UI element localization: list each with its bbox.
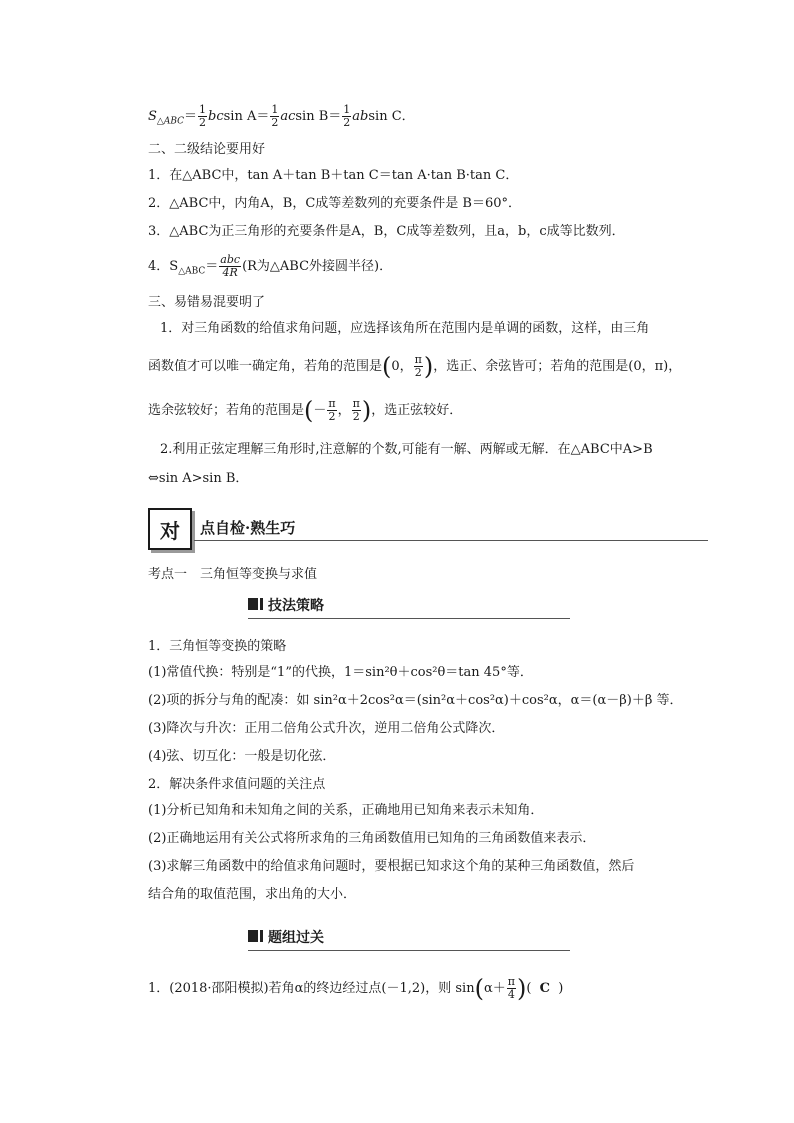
banner-box: 对	[148, 508, 192, 550]
tech-s2-item1: (1)分析已知角和未知角之间的关系，正确地用已知角来表示未知角．	[148, 803, 544, 818]
tech-s2-title: 2．解决条件求值问题的关注点	[148, 777, 326, 792]
fraction-abc-4r: $\frac{\text{abc}}{4R}$	[220, 253, 241, 279]
banner-rule	[194, 540, 708, 541]
banner-title: 点自检·熟生巧	[200, 519, 296, 537]
tech-s2-item3-line1: (3)求解三角函数中的给值求角问题时，要根据已知求这个角的某种三角函数值，然后	[148, 859, 635, 874]
techniques-heading: 技法策略	[248, 594, 570, 619]
question-1: 1．(2018·邵阳模拟)若角α的终边经过点(－1,2)，则 sin(α＋ $\frac{\pi}{4}$ )( C )	[148, 974, 564, 1003]
section3-title: 三、易错易混要明了	[148, 295, 266, 310]
tech-s2-item2: (2)正确地运用有关公式将所求角的三角函数值用已知角的三角函数值来表示．	[148, 831, 596, 846]
heading-block-icon	[248, 598, 258, 610]
heading-block-icon	[248, 930, 258, 942]
section3-p2-line2: ⇔sin A>sin B．	[148, 471, 249, 486]
fraction-half-3: $\frac{1}{2}$	[343, 103, 351, 129]
section2-title: 二、二级结论要用好	[148, 142, 266, 157]
section3-p1-line2: 函数值才可以唯一确定角，若角的范围是(0， $\frac{\pi}{2}$ )，选正、余弦皆可；若角的范围是(0，π)，	[148, 352, 682, 381]
area-formula: $S_{\triangle ABC}=$ $\frac{1}{2}$ bcsin A＝ $\frac{1}{2}$ acsin B＝ $\frac{1}{2}$ absin C．	[148, 103, 415, 129]
section3-p1-line1: 1．对三角函数的给值求角问题，应选择该角所在范围内是单调的函数，这样，由三角	[160, 321, 650, 336]
tech-s1-item4: (4)弦、切互化：一般是切化弦．	[148, 749, 336, 764]
section3-p1-line3: 选余弦较好；若角的范围是(－ $\frac{\pi}{2}$ ， $\frac{\pi}{2}$ )，选正弦较好．	[148, 396, 463, 425]
section2-item-1: 1．在△ABC中，tan A＋tan B＋tan C＝tan A·tan B·tan C．	[148, 168, 519, 183]
practice-heading: 题组过关	[248, 926, 570, 951]
section2-item-3: 3．△ABC为正三角形的充要条件是A，B，C成等差数列，且a，b，c成等比数列．	[148, 224, 625, 239]
answer-choice: C	[539, 981, 551, 996]
tech-s1-item2: (2)项的拆分与角的配凑：如 sin²α＋2cos²α＝(sin²α＋cos²α)＋cos²α，α＝(α－β)＋β 等．	[148, 693, 683, 708]
section2-item-2: 2．△ABC中，内角A，B，C成等差数列的充要条件是 B＝60°．	[148, 196, 522, 211]
heading-bar-icon	[260, 930, 263, 942]
tech-s1-title: 1．三角恒等变换的策略	[148, 639, 287, 654]
fraction-half-2: $\frac{1}{2}$	[271, 103, 279, 129]
heading-bar-icon	[260, 598, 263, 610]
section3-p2-line1: 2.利用正弦定理解三角形时,注意解的个数,可能有一解、两解或无解．在△ABC中A>B	[160, 442, 653, 457]
section-banner	[148, 508, 708, 548]
tech-s1-item1: (1)常值代换：特别是“1”的代换，1＝sin²θ＋cos²θ＝tan 45°等．	[148, 665, 533, 680]
fraction-half-1: $\frac{1}{2}$	[199, 103, 207, 129]
kaodian-title: 考点一 三角恒等变换与求值	[148, 567, 318, 582]
section2-item-4: 4．$S_{\triangle ABC}=$ $\frac{\text{abc}}{4R}$ (R为△ABC外接圆半径)．	[148, 253, 393, 279]
tech-s1-item3: (3)降次与升次：正用二倍角公式升次，逆用二倍角公式降次．	[148, 721, 505, 736]
tech-s2-item3-line2: 结合角的取值范围，求出角的大小．	[148, 887, 357, 902]
